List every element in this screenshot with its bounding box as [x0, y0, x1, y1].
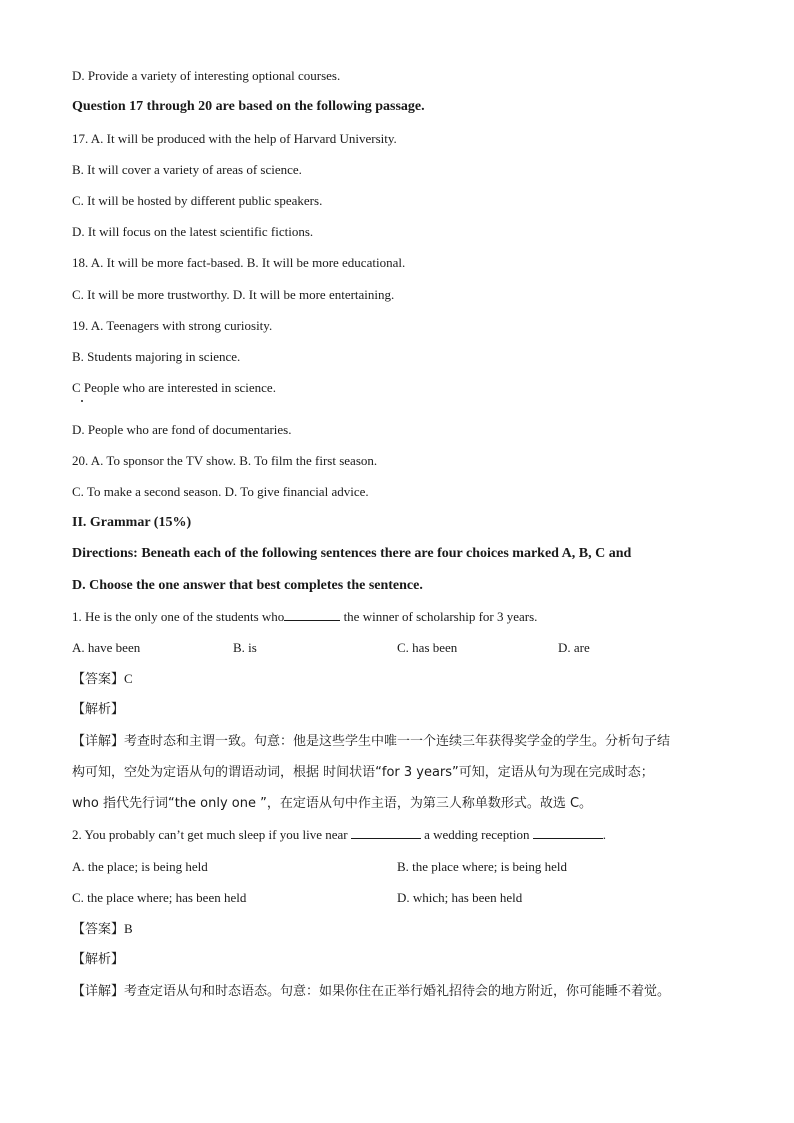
- q2-option-d: D. which; has been held: [397, 890, 523, 905]
- answer-tag: 【答案】: [72, 672, 125, 687]
- q1-option-c: C. has been: [397, 640, 458, 655]
- q17-option-d: D. It will focus on the latest scientific fictions.: [72, 224, 314, 239]
- q1-detail-line-3: who 指代先行词“the only one ”，在定语从句中作主语，为第三人称单数形式。故选 C。: [72, 796, 593, 811]
- q2-option-c: C. the place where; has been held: [72, 890, 247, 905]
- q2-stem-middle: a wedding reception: [420, 827, 533, 842]
- q2-stem: [72, 826, 606, 844]
- q1-stem-after: the winner of scholarship for 3 years.: [340, 609, 538, 624]
- grammar-heading: II. Grammar (15%): [72, 515, 192, 530]
- q2-detail-text-1: 考查定语从句和时态语态。句意：如果你住在正举行婚礼招待会的地方附近，你可能睡不着觉。: [124, 984, 671, 999]
- q1-stem: [72, 608, 537, 626]
- q2-answer-value: B: [124, 921, 133, 936]
- q2-detail-line-1: [72, 983, 670, 1001]
- q2-option-b: B. the place where; is being held: [397, 859, 568, 874]
- q17-option-c: C. It will be hosted by different public speakers.: [72, 193, 323, 208]
- q1-blank: [284, 608, 340, 621]
- q1-detail-text-1: 考查时态和主谓一致。句意：他是这些学生中唯一一个连续三年获得奖学金的学生。分析句子结: [124, 734, 671, 749]
- detail-tag: 【详解】: [72, 984, 125, 999]
- q1-stem-before: 1. He is the only one of the students who: [72, 609, 285, 624]
- stray-dot-mark: [81, 400, 83, 402]
- q2-stem-before: 2. You probably can’t get much sleep if you live near: [72, 827, 351, 842]
- q18-options-cd: C. It will be more trustworthy. D. It will be more entertaining.: [72, 287, 395, 302]
- passage-heading: Question 17 through 20 are based on the following passage.: [72, 99, 425, 114]
- detail-tag: 【详解】: [72, 734, 125, 749]
- q17-option-b: B. It will cover a variety of areas of science.: [72, 162, 302, 177]
- q1-answer-value: C: [124, 671, 133, 686]
- q1-answer: [72, 670, 133, 689]
- q1-option-d: D. are: [558, 640, 590, 655]
- q19-option-b: B. Students majoring in science.: [72, 349, 241, 364]
- q2-option-a: A. the place; is being held: [72, 859, 208, 874]
- directions-line-2: D. Choose the one answer that best completes the sentence.: [72, 578, 423, 593]
- q1-detail-line-2: 构可知，空处为定语从句的谓语动词，根据 时间状语“for 3 years”可知，定语从句为现在完成时态；: [72, 765, 654, 780]
- q16-option-d: D. Provide a variety of interesting optional courses.: [72, 68, 341, 83]
- q18-options-ab: 18. A. It will be more fact-based. B. It will be more educational.: [72, 255, 406, 270]
- q2-blank-1: [351, 826, 421, 839]
- q17-option-a: 17. A. It will be produced with the help of Harvard University.: [72, 131, 397, 146]
- q2-blank-2: [533, 826, 603, 839]
- q1-analysis-tag: 【解析】: [72, 702, 125, 717]
- q2-answer: [72, 920, 133, 939]
- q20-options-ab: 20. A. To sponsor the TV show. B. To film the first season.: [72, 453, 378, 468]
- q2-analysis-tag: 【解析】: [72, 952, 125, 967]
- q19-option-a: 19. A. Teenagers with strong curiosity.: [72, 318, 273, 333]
- directions-line-1: Directions: Beneath each of the following sentences there are four choices marked A, B, C and: [72, 546, 632, 561]
- q19-option-c: C People who are interested in science.: [72, 380, 276, 395]
- q19-option-d: D. People who are fond of documentaries.: [72, 422, 292, 437]
- q1-option-b: B. is: [233, 640, 257, 655]
- q1-detail-line-1: [72, 733, 670, 751]
- q2-stem-after: .: [602, 827, 606, 842]
- q20-options-cd: C. To make a second season. D. To give financial advice.: [72, 484, 369, 499]
- answer-tag: 【答案】: [72, 922, 125, 937]
- q1-option-a: A. have been: [72, 640, 141, 655]
